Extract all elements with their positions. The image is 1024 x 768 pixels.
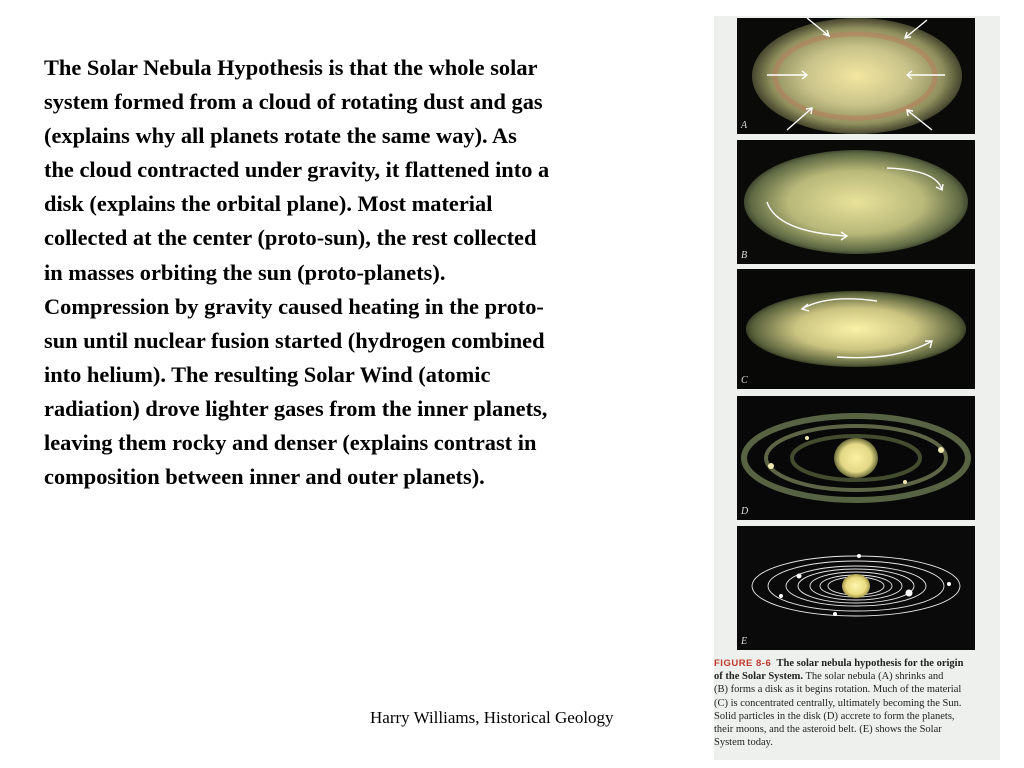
text-line: Compression by gravity caused heating in the proto-: [44, 293, 544, 319]
panel-letter: A: [741, 120, 748, 131]
text-line: the cloud contracted under gravity, it flattened into a: [44, 157, 550, 183]
panel-letter: B: [741, 250, 748, 261]
text-line: collected at the center (proto-sun), the rest collected: [44, 225, 537, 251]
panel-e-image: [737, 526, 975, 650]
text-line: into helium). The resulting Solar Wind (atomic: [44, 361, 491, 387]
caption-text: The solar nebula (A) shrinks and: [805, 671, 944, 683]
text-line: composition between inner and outer planets).: [44, 464, 485, 490]
panel-b-image: [737, 140, 975, 264]
figure-solar-nebula: [714, 16, 1000, 760]
text-line: disk (explains the orbital plane). Most material: [44, 191, 493, 217]
text-line: sun until nuclear fusion started (hydrogen combined: [44, 327, 545, 353]
panel-d-image: [737, 396, 975, 520]
panel-letter: E: [741, 636, 748, 647]
caption-line: System today.: [714, 737, 773, 749]
text-line: in masses orbiting the sun (proto-planets).: [44, 259, 446, 285]
main-text: [44, 51, 694, 494]
caption-line: (C) is concentrated centrally, ultimately becoming the Sun.: [714, 697, 962, 709]
figure-title-cont: of the Solar System.: [714, 671, 804, 683]
caption-line: Solid particles in the disk (D) accrete to form the planets,: [714, 710, 955, 722]
text-line: radiation) drove lighter gases from the inner planets,: [44, 395, 548, 421]
figure-label: FIGURE 8-6: [714, 658, 772, 669]
panel-letter: D: [741, 506, 749, 517]
text-line: The Solar Nebula Hypothesis is that the whole solar: [44, 55, 538, 80]
panel-c-image: [737, 269, 975, 389]
figure-caption: [714, 657, 1000, 749]
figure-title: The solar nebula hypothesis for the origin: [776, 658, 964, 669]
source-credit: Harry Williams, Historical Geology: [370, 708, 614, 727]
panel-letter: C: [741, 375, 748, 386]
text-line: system formed from a cloud of rotating dust and gas: [44, 89, 543, 115]
text-line: (explains why all planets rotate the same way). As: [44, 123, 517, 149]
panel-a-image: [737, 18, 975, 134]
caption-line: their moons, and the asteroid belt. (E) shows the Solar: [714, 724, 942, 736]
caption-line: (B) forms a disk as it begins rotation. Much of the material: [714, 684, 962, 696]
text-line: leaving them rocky and denser (explains contrast in: [44, 430, 537, 456]
